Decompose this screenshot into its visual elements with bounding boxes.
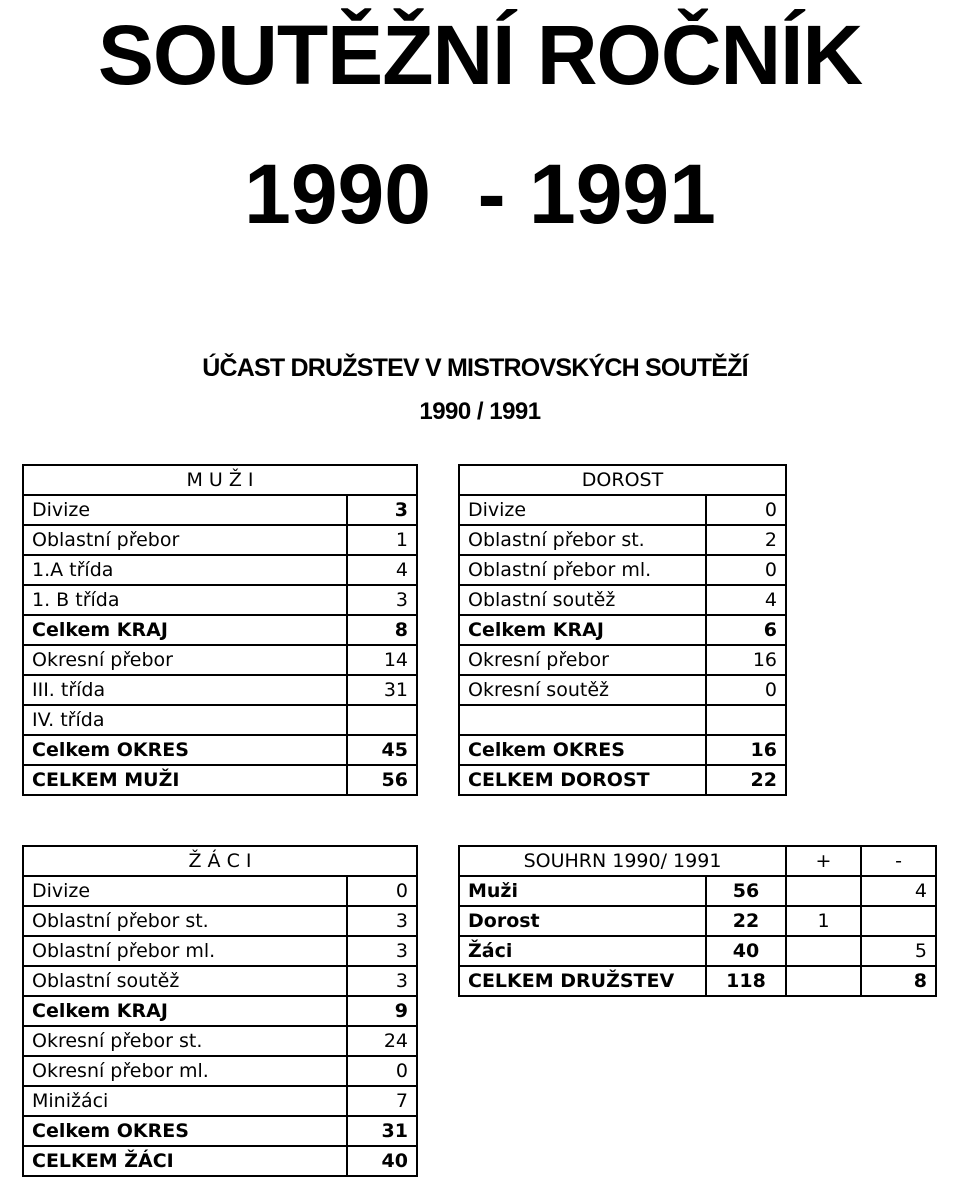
row-label: Okresní přebor st.	[23, 1026, 347, 1056]
row-label: Oblastní přebor ml.	[459, 555, 706, 585]
row-value: 1	[347, 525, 417, 555]
row-value: 0	[706, 675, 786, 705]
table-row	[23, 1026, 417, 1056]
table-row	[459, 525, 786, 555]
section-subtitle-year: 1990 / 1991	[419, 398, 541, 425]
table-row	[23, 876, 417, 906]
row-label: Oblastní přebor ml.	[23, 936, 347, 966]
row-plus	[786, 876, 861, 906]
row-minus: 8	[861, 966, 936, 996]
table-header-row	[23, 846, 417, 876]
row-label: 1. B třída	[23, 585, 347, 615]
row-label: Žáci	[459, 936, 706, 966]
row-label: Dorost	[459, 906, 706, 936]
table-row	[23, 936, 417, 966]
row-plus	[786, 936, 861, 966]
row-value: 40	[706, 936, 786, 966]
row-value: 56	[706, 876, 786, 906]
dorost-table	[458, 464, 787, 796]
table-row	[459, 906, 936, 936]
row-label: CELKEM ŽÁCI	[23, 1146, 347, 1176]
table-row	[23, 495, 417, 525]
row-label: Okresní přebor	[23, 645, 347, 675]
row-label: Oblastní přebor	[23, 525, 347, 555]
row-value: 3	[347, 906, 417, 936]
row-value: 3	[347, 936, 417, 966]
muzi-table	[22, 464, 418, 796]
row-value: 3	[347, 966, 417, 996]
row-value: 14	[347, 645, 417, 675]
row-plus: 1	[786, 906, 861, 936]
row-value: 6	[706, 615, 786, 645]
row-value: 3	[347, 495, 417, 525]
souhrn-table	[458, 845, 937, 997]
row-label: IV. třída	[23, 705, 347, 735]
table-row	[23, 735, 417, 765]
row-minus	[861, 906, 936, 936]
row-value: 31	[347, 675, 417, 705]
row-label: Minižáci	[23, 1086, 347, 1116]
row-label: Celkem OKRES	[23, 1116, 347, 1146]
row-value: 45	[347, 735, 417, 765]
row-label: Celkem KRAJ	[23, 615, 347, 645]
table-row	[23, 996, 417, 1026]
row-label: Celkem KRAJ	[23, 996, 347, 1026]
row-label: Oblastní soutěž	[459, 585, 706, 615]
table-row	[23, 645, 417, 675]
souhrn-header: SOUHRN 1990/ 1991	[459, 846, 786, 876]
row-label: Oblastní přebor st.	[459, 525, 706, 555]
row-value: 2	[706, 525, 786, 555]
zaci-header: Ž Á C I	[23, 846, 417, 876]
row-value: 22	[706, 906, 786, 936]
row-value: 7	[347, 1086, 417, 1116]
row-label: Okresní soutěž	[459, 675, 706, 705]
table-row	[459, 966, 936, 996]
table-row	[23, 705, 417, 735]
table-row	[459, 705, 786, 735]
table-row	[23, 675, 417, 705]
row-label: CELKEM MUŽI	[23, 765, 347, 795]
muzi-header: M U Ž I	[23, 465, 417, 495]
dorost-header: DOROST	[459, 465, 786, 495]
row-label: CELKEM DRUŽSTEV	[459, 966, 706, 996]
row-value	[347, 705, 417, 735]
table-row	[23, 555, 417, 585]
row-value: 0	[706, 555, 786, 585]
table-row	[23, 1086, 417, 1116]
row-value: 16	[706, 645, 786, 675]
row-value: 16	[706, 735, 786, 765]
row-label: Divize	[23, 495, 347, 525]
row-label	[459, 705, 706, 735]
row-label: Oblastní přebor st.	[23, 906, 347, 936]
row-value: 3	[347, 585, 417, 615]
row-label: III. třída	[23, 675, 347, 705]
row-label: Okresní přebor ml.	[23, 1056, 347, 1086]
row-label: Okresní přebor	[459, 645, 706, 675]
row-value: 40	[347, 1146, 417, 1176]
row-label: Celkem OKRES	[23, 735, 347, 765]
table-row	[459, 645, 786, 675]
row-label: 1.A třída	[23, 555, 347, 585]
table-row	[23, 1146, 417, 1176]
row-value: 56	[347, 765, 417, 795]
row-label: Muži	[459, 876, 706, 906]
section-subtitle: ÚČAST DRUŽSTEV V MISTROVSKÝCH SOUTĚŽÍ	[202, 354, 748, 382]
row-label: Celkem KRAJ	[459, 615, 706, 645]
row-value: 4	[347, 555, 417, 585]
row-value: 0	[347, 1056, 417, 1086]
row-label: Celkem OKRES	[459, 735, 706, 765]
page-title: SOUTĚŽNÍ ROČNÍK	[97, 8, 863, 102]
table-header-row	[23, 465, 417, 495]
row-plus	[786, 966, 861, 996]
table-row	[459, 765, 786, 795]
table-row	[23, 615, 417, 645]
table-header-row	[459, 465, 786, 495]
table-row	[459, 675, 786, 705]
table-row	[23, 906, 417, 936]
zaci-table	[22, 845, 418, 1177]
row-value: 0	[706, 495, 786, 525]
table-row	[23, 525, 417, 555]
table-row	[23, 966, 417, 996]
row-value: 31	[347, 1116, 417, 1146]
table-row	[459, 735, 786, 765]
table-row	[459, 876, 936, 906]
row-value: 0	[347, 876, 417, 906]
season-title: 1990 - 1991	[244, 147, 716, 241]
row-minus: 5	[861, 936, 936, 966]
row-value: 8	[347, 615, 417, 645]
row-value	[706, 705, 786, 735]
row-minus: 4	[861, 876, 936, 906]
minus-column-header: -	[861, 846, 936, 876]
table-row	[23, 1056, 417, 1086]
plus-column-header: +	[786, 846, 861, 876]
row-value: 4	[706, 585, 786, 615]
table-row	[23, 585, 417, 615]
row-label: Oblastní soutěž	[23, 966, 347, 996]
row-label: Divize	[23, 876, 347, 906]
table-row	[459, 936, 936, 966]
row-value: 24	[347, 1026, 417, 1056]
table-row	[459, 495, 786, 525]
row-label: CELKEM DOROST	[459, 765, 706, 795]
table-row	[23, 765, 417, 795]
table-row	[23, 1116, 417, 1146]
row-label: Divize	[459, 495, 706, 525]
row-value: 9	[347, 996, 417, 1026]
row-value: 22	[706, 765, 786, 795]
table-header-row	[459, 846, 936, 876]
table-row	[459, 555, 786, 585]
table-row	[459, 585, 786, 615]
table-row	[459, 615, 786, 645]
row-value: 118	[706, 966, 786, 996]
